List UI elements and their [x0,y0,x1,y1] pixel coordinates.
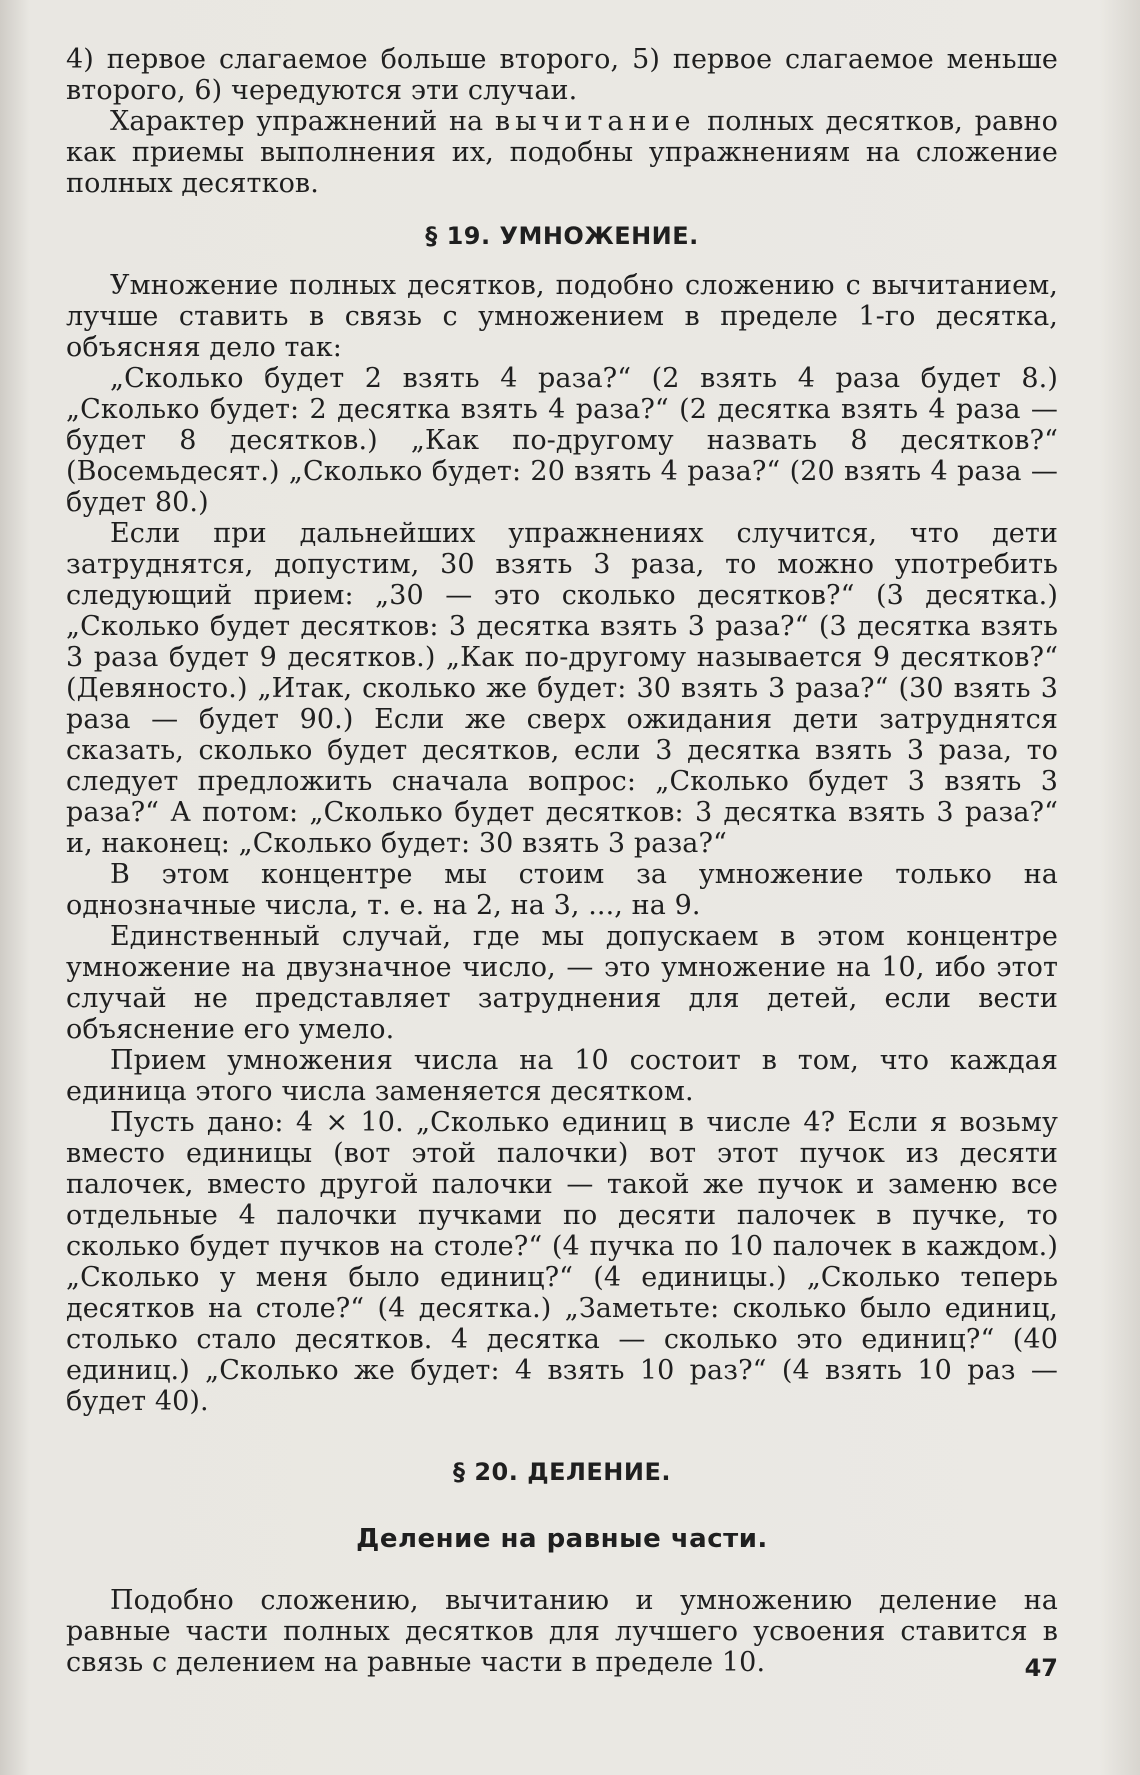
paragraph-two-digit: Единственный случай, где мы допускаем в этом концентре умножение на двузначное число, — это умножение на 10, ибо этот случай не представляет затруднения для детей, если вести объяснение его умело. [66,921,1058,1045]
paragraph-multiplication-intro: Умножение полных десятков, подобно сложению с вычитанием, лучше ставить в связь с умножением в пределе 1-го десятка, объясняя дело так: [66,270,1058,363]
paragraph-subtraction-start: Характер упражнений на [110,106,495,137]
paragraph-times-ten-rule: Прием умножения числа на 10 состоит в том, что каждая единица этого числа заменяется десятком. [66,1045,1058,1107]
paragraph-subtraction-end: полных десятков, равно как приемы выполнения их, подобны упражнениям на сложение полных десятков. [66,106,1058,199]
paragraph-single-digit: В этом концентре мы стоим за умножение только на однозначные числа, т. е. на 2, на 3, ..., на 9. [66,859,1058,921]
section-20-heading: § 20. ДЕЛЕНИЕ. [452,1458,671,1486]
paragraph-times-ten-example: Пусть дано: 4 × 10. „Сколько единиц в числе 4? Если я возьму вместо единицы (вот этой палочки) вот этот пучок из десяти палочек, вместо другой палочки — такой же пучок и заменю все отдельные 4 палочки пучками по десяти палочек в пучке, то сколько будет пучков на столе?“ (4 пучка по 10 палочек в каждом.) „Сколько у меня было единиц?“ (4 единицы.) „Сколько теперь десятков на столе?“ (4 десятка.) „Заметьте: сколько было единиц, столько стало десятков. 4 десятка — сколько это единиц?“ (40 единиц.) „Сколько же будет: 4 взять 10 раз?“ (4 взять 10 раз — будет 40). [66,1107,1058,1417]
paragraph-cases-list: 4) первое слагаемое больше второго, 5) первое слагаемое меньше второго, 6) чередуются эти случаи. [66,44,1058,106]
paragraph-difficulty-example: Если при дальнейших упражнениях случится, что дети затруднятся, допустим, 30 взять 3 раза, то можно употребить следующий прием: „30 — это сколько десятков?“ (3 десятка.) „Сколько будет десятков: 3 десятка взять 3 раза?“ (3 десятка взять 3 раза будет 9 десятков.) „Как по-другому называется 9 десятков?“ (Девяносто.) „Итак, сколько же будет: 30 взять 3 раза?“ (30 взять 3 раза — будет 90.) Если же сверх ожидания дети затруднятся сказать, сколько будет десятков, если 3 десятка взять 3 раза, то следует предложить сначала вопрос: „Сколько будет 3 взять 3 раза?“ А потом: „Сколько будет десятков: 3 десятка взять 3 раза?“ и, наконец: „Сколько будет: 30 взять 3 раза?“ [66,518,1058,859]
paragraph-division-intro: Подобно сложению, вычитанию и умножению деление на равные части полных десятков для лучшего усвоения ставится в связь с делением на равные части в пределе 10. [66,1585,1058,1678]
section-19-heading: § 19. УМНОЖЕНИЕ. [425,222,699,250]
paragraph-multiplication-dialogue: „Сколько будет 2 взять 4 раза?“ (2 взять 4 раза будет 8.) „Сколько будет: 2 десятка взять 4 раза?“ (2 десятка взять 4 раза — будет 8 десятков.) „Как по-другому назвать 8 десятков?“ (Восемьдесят.) „Сколько будет: 20 взять 4 раза?“ (20 взять 4 раза — будет 80.) [66,363,1058,518]
spaced-word-subtraction: вычитание [494,106,696,137]
paragraph-subtraction [66,106,1058,199]
page-number: 47 [1024,1654,1058,1682]
section-20-subheading: Деление на равные части. [356,1524,768,1554]
page-content [66,44,1058,1678]
